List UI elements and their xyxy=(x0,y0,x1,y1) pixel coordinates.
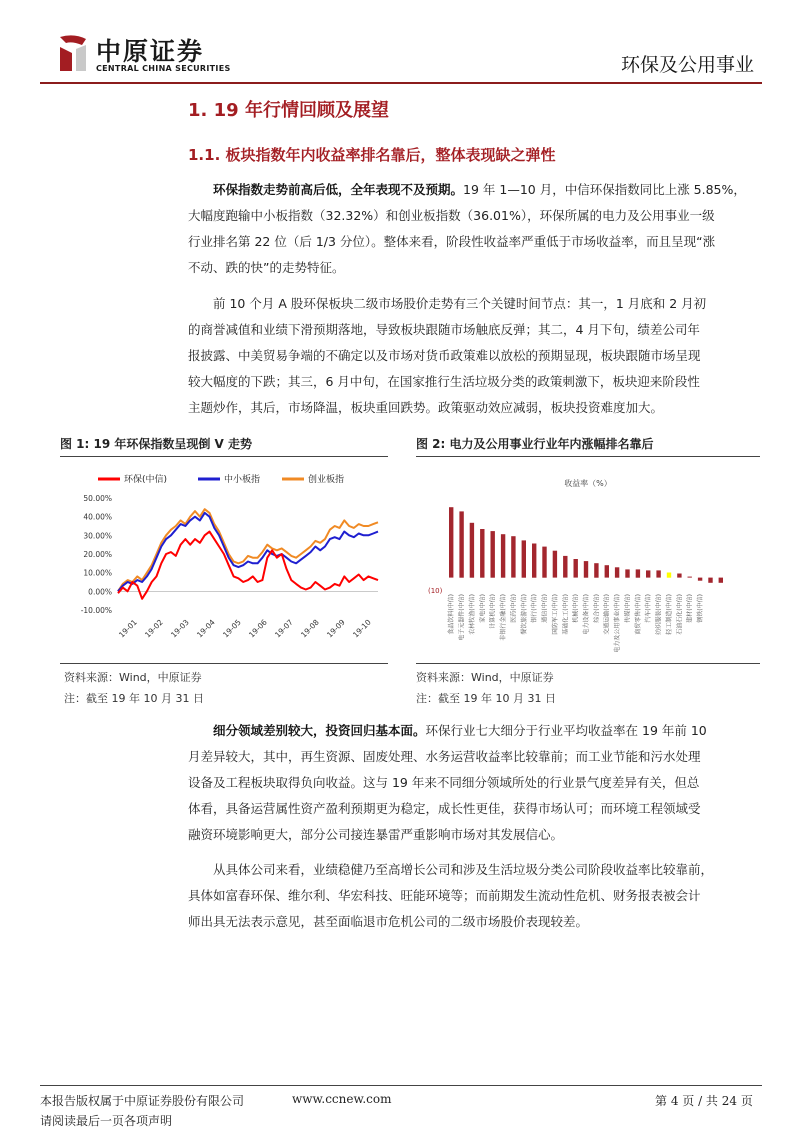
x-tick-label: 19-10 xyxy=(351,617,373,640)
bar-category-label: 食品饮料(中信) xyxy=(448,594,456,635)
bar-category-label: 银行(中信) xyxy=(531,594,539,623)
x-tick-label: 19-07 xyxy=(273,617,295,640)
bar-category-label: 机械(中信) xyxy=(572,594,580,623)
bar xyxy=(501,534,505,578)
bar-category-label: 商贸零售(中信) xyxy=(634,594,642,635)
bar-category-label: 医药(中信) xyxy=(510,594,518,623)
footer-url-link[interactable]: www.ccnew.com xyxy=(292,1092,392,1106)
figure-2-note: 注：截至 19 年 10 月 31 日 xyxy=(416,692,556,705)
paragraph-4 xyxy=(188,857,770,935)
bar-category-label: 汽车(中信) xyxy=(645,594,653,623)
bar-category-label: 家电(中信) xyxy=(479,594,487,623)
figure-2-title: 图 2: 电力及公用事业行业年内涨幅排名靠后 xyxy=(416,437,654,451)
bar xyxy=(615,567,619,577)
y-tick-label: 40.00% xyxy=(83,512,112,522)
bar xyxy=(688,577,692,578)
figure-1-top-rule xyxy=(60,456,388,457)
bar xyxy=(698,578,702,581)
company-logo-icon xyxy=(56,33,90,73)
bar xyxy=(636,569,640,577)
figure-1-bottom-rule xyxy=(60,663,388,664)
footer-disclaimer: 请阅读最后一页各项声明 xyxy=(40,1114,173,1128)
bar xyxy=(625,569,629,577)
paragraph-1-line: 19 年 1—10 月，中信环保指数同比上涨 5.85%， xyxy=(463,182,746,197)
footer-copyright: 本报告版权属于中原证券股份有限公司 xyxy=(40,1094,245,1108)
figure-2-top-rule xyxy=(416,456,760,457)
bar xyxy=(532,544,536,578)
paragraph-1-line: 大幅度跑输中小板指数（32.32%）和创业板指数（36.01%），环保所属的电力及公用事业一级 xyxy=(188,208,715,223)
bar xyxy=(646,570,650,577)
x-tick-label: 19-03 xyxy=(169,617,191,640)
bar-category-label: 建材(中信) xyxy=(686,594,694,623)
paragraph-1-line: 行业排名第 22 位（后 1/3 分位）。整体来看，阶段性收益率严重低于市场收益率，而且呈现“涨 xyxy=(188,234,716,249)
bar xyxy=(584,561,588,578)
bar-category-label: 通信(中信) xyxy=(541,594,549,623)
figure-1-title: 图 1: 19 年环保指数呈现倒 V 走势 xyxy=(60,437,253,451)
x-tick-label: 19-06 xyxy=(247,617,269,640)
bar-category-label: 电力及公用事业(中信) xyxy=(614,594,622,653)
paragraph-1 xyxy=(188,177,770,281)
bar-category-label: 钢铁(中信) xyxy=(697,594,705,623)
paragraph-3-line: 设备及工程板块取得负向收益。这与 19 年来不同细分领域所处的行业景气度差异有关，但总 xyxy=(188,775,700,790)
bar-category-label: 传媒(中信) xyxy=(624,594,632,623)
section-heading: 1. 19 年行情回顾及展望 xyxy=(188,100,389,121)
paragraph-2-line: 报披露、中美贸易争端的不确定以及市场对货币政策难以放松的预期显现，板块跟随市场呈现 xyxy=(188,348,701,363)
x-tick-label: 19-08 xyxy=(299,617,321,640)
x-tick-label: 19-04 xyxy=(195,617,217,640)
figure-2-bar-chart xyxy=(416,460,760,660)
bar-category-label: 基础化工(中信) xyxy=(562,594,570,635)
bar xyxy=(470,523,474,578)
bar xyxy=(574,559,578,578)
paragraph-2 xyxy=(188,291,770,421)
paragraph-3-line: 融资环境影响更大，部分公司接连暴雷严重影响市场对其发展信心。 xyxy=(188,827,564,842)
paragraph-1-lead: 环保指数走势前高后低，全年表现不及预期。 xyxy=(213,182,464,197)
paragraph-3-line: 环保行业七大细分于行业平均收益率在 19 年前 10 xyxy=(425,723,707,738)
bar xyxy=(459,511,463,577)
bar xyxy=(594,563,598,578)
series-line xyxy=(118,532,378,599)
brand-name-en: CENTRAL CHINA SECURITIES xyxy=(96,64,231,73)
y-tick-label: 50.00% xyxy=(83,494,112,503)
bar xyxy=(656,570,660,577)
bar xyxy=(553,551,557,578)
x-tick-label: 19-01 xyxy=(117,617,139,640)
subsection-heading: 1.1. 板块指数年内收益率排名靠后，整体表现缺之弹性 xyxy=(188,146,556,164)
bar-category-label: 交通运输(中信) xyxy=(603,594,611,635)
bar-category-label: 轻工制造(中信) xyxy=(666,594,673,635)
footer-page-number: 第 4 页 / 共 24 页 xyxy=(655,1094,753,1108)
figure-2-y-label: (10) xyxy=(428,587,443,595)
paragraph-4-line: 师出具无法表示意见，甚至面临退市危机公司的二级市场股价表现较差。 xyxy=(188,914,589,929)
paragraph-2-line: 的商誉减值和业绩下滑预期落地，导致板块跟随市场触底反弹；其二，4 月下旬，绩差公司年 xyxy=(188,322,700,337)
figure-2-source: 资料来源：Wind，中原证券 xyxy=(416,671,554,684)
y-tick-label: 20.00% xyxy=(83,550,112,559)
bar xyxy=(542,547,546,578)
paragraph-3 xyxy=(188,718,770,848)
bar xyxy=(491,531,495,578)
bar xyxy=(522,540,526,577)
y-tick-label: 30.00% xyxy=(83,531,112,541)
paragraph-2-line: 主题炒作，其后，市场降温，板块重回跌势。政策驱动效应减弱，板块投资难度加大。 xyxy=(188,400,664,415)
figure-1-line-chart xyxy=(60,460,388,660)
bar-category-label: 电力设备(中信) xyxy=(583,594,590,635)
industry-title: 环保及公用事业 xyxy=(620,54,754,76)
bar-category-label: 餐饮旅游(中信) xyxy=(520,594,528,635)
bar-category-label: 农林牧渔(中信) xyxy=(468,594,476,635)
paragraph-3-lead: 细分领域差别较大，投资回归基本面。 xyxy=(213,723,426,738)
paragraph-2-line: 前 10 个月 A 股环保板块二级市场股价走势有三个关键时间节点：其一，1 月底和 2 月初 xyxy=(213,296,707,311)
paragraph-3-line: 月差异较大，其中，再生资源、固废处理、水务运营收益率比较靠前；而工业节能和污水处理 xyxy=(188,749,701,764)
bar-category-label: 综合(中信) xyxy=(593,594,601,623)
header-divider xyxy=(40,82,762,84)
legend-label: 环保(中信) xyxy=(124,475,168,485)
x-tick-label: 19-05 xyxy=(221,617,243,640)
bar-category-label: 石油石化(中信) xyxy=(676,594,684,635)
bar-category-label: 纺织服装(中信) xyxy=(655,594,663,635)
figure-1-note: 注：截至 19 年 10 月 31 日 xyxy=(64,692,204,705)
paragraph-4-line: 从具体公司来看，业绩稳健乃至高增长公司和涉及生活垃圾分类公司阶段收益率比较靠前， xyxy=(213,862,714,877)
bar xyxy=(480,529,484,578)
y-tick-label: 0.00% xyxy=(88,587,112,597)
x-tick-label: 19-09 xyxy=(325,617,347,640)
x-tick-label: 19-02 xyxy=(143,617,165,640)
bar-category-label: 国防军工(中信) xyxy=(551,594,559,635)
bar xyxy=(667,573,671,578)
y-tick-label: -10.00% xyxy=(80,606,112,615)
brand-name-cn: 中原证券 xyxy=(96,37,205,66)
figure-2-bottom-rule xyxy=(416,663,760,664)
bar xyxy=(708,578,712,583)
bar xyxy=(677,574,681,578)
paragraph-3-line: 体看，具备运营属性资产盈利预期更为稳定，成长性更佳，获得市场认可；而环境工程领域受 xyxy=(188,801,701,816)
paragraph-4-line: 具体如富春环保、维尔利、华宏科技、旺能环境等；而前期发生流动性危机、财务报表被会计 xyxy=(188,888,701,903)
bar-category-label: 非银行金融(中信) xyxy=(500,594,507,641)
paragraph-2-line: 较大幅度的下跌；其三，6 月中旬，在国家推行生活垃圾分类的政策刺激下，板块迎来阶段性 xyxy=(188,374,700,389)
legend-label: 中小板指 xyxy=(224,475,261,485)
y-tick-label: 10.00% xyxy=(83,568,112,578)
bar xyxy=(449,507,453,577)
bar-category-label: 计算机(中信) xyxy=(489,594,497,629)
footer-divider xyxy=(40,1085,762,1086)
bar xyxy=(511,536,515,577)
figure-1-source: 资料来源：Wind，中原证券 xyxy=(64,671,202,684)
bar xyxy=(719,578,723,583)
bar xyxy=(563,556,567,578)
paragraph-1-line: 不动、跌的快”的走势特征。 xyxy=(188,260,345,275)
bar xyxy=(605,565,609,577)
bar-category-label: 电子元器件(中信) xyxy=(458,594,466,641)
figure-2-chart-title: 收益率（%） xyxy=(564,479,612,488)
legend-label: 创业板指 xyxy=(308,475,345,485)
